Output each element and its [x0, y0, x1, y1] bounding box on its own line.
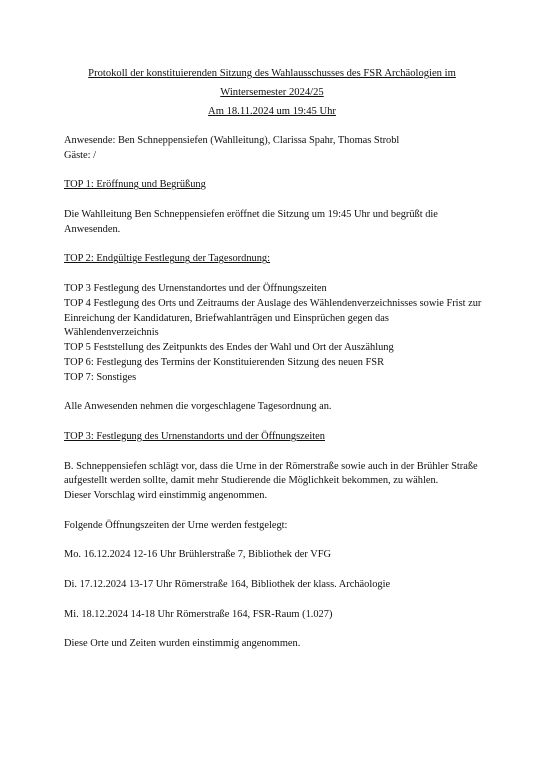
top3-closing: Diese Orte und Zeiten wurden einstimmig angenommen.	[64, 638, 301, 650]
agenda-item: TOP 4 Festlegung des Orts und Zeitraums der Auslage des Wählendenverzeichnisses sowie Frist zur Einreichung der Kandidaturen, Briefwahlanträgen und Einsprüchen gegen das Wählendenverzeichnis	[64, 297, 482, 339]
title-line-1: Protokoll der konstituierenden Sitzung des Wahlausschusses des FSR Archäologien im	[88, 68, 456, 79]
title-line-3: Am 18.11.2024 um 19:45 Uhr	[208, 106, 336, 117]
top3-vote: Dieser Vorschlag wird einstimmig angenommen.	[64, 490, 268, 502]
top2-result: Alle Anwesenden nehmen die vorgeschlagene Tagesordnung an.	[64, 401, 332, 413]
guests-line: Gäste: /	[64, 149, 97, 161]
document-title	[60, 64, 484, 121]
agenda-item: TOP 7: Sonstiges	[64, 371, 137, 383]
top3-proposal: B. Schneppensiefen schlägt vor, dass die Urne in der Römerstraße sowie auch in der Brühler Straße aufgestellt werden sollte, damit mehr Studierende die Möglichkeit bekommen, zu wählen.	[64, 460, 478, 487]
agenda-item: TOP 3 Festlegung des Urnenstandortes und der Öffnungszeiten	[64, 282, 327, 294]
agenda-item: TOP 5 Feststellung des Zeitpunkts des Endes der Wahl und Ort der Auszählung	[64, 342, 394, 354]
top2-heading: TOP 2: Endgültige Festlegung der Tagesordnung:	[64, 253, 271, 265]
opening-hours-entry: Mo. 16.12.2024 12-16 Uhr Brühlerstraße 7, Bibliothek der VFG	[64, 549, 332, 561]
top1-heading: TOP 1: Eröffnung und Begrüßung	[64, 179, 206, 191]
top1-text: Die Wahlleitung Ben Schneppensiefen eröffnet die Sitzung um 19:45 Uhr und begrüßt die Anwesenden.	[64, 208, 438, 235]
top3-heading: TOP 3: Festlegung des Urnenstandorts und der Öffnungszeiten	[64, 430, 325, 442]
document-body	[64, 134, 484, 652]
hours-intro: Folgende Öffnungszeiten der Urne werden festgelegt:	[64, 519, 288, 531]
attendees-line: Anwesende: Ben Schneppensiefen (Wahlleitung), Clarissa Spahr, Thomas Strobl	[64, 135, 400, 146]
opening-hours-entry: Mi. 18.12.2024 14-18 Uhr Römerstraße 164, FSR-Raum (1.027)	[64, 608, 333, 620]
opening-hours-entry: Di. 17.12.2024 13-17 Uhr Römerstraße 164, Bibliothek der klass. Archäologie	[64, 578, 391, 590]
agenda-item: TOP 6: Festlegung des Termins der Konstituierenden Sitzung des neuen FSR	[64, 356, 385, 368]
title-line-2: Wintersemester 2024/25	[220, 87, 324, 98]
